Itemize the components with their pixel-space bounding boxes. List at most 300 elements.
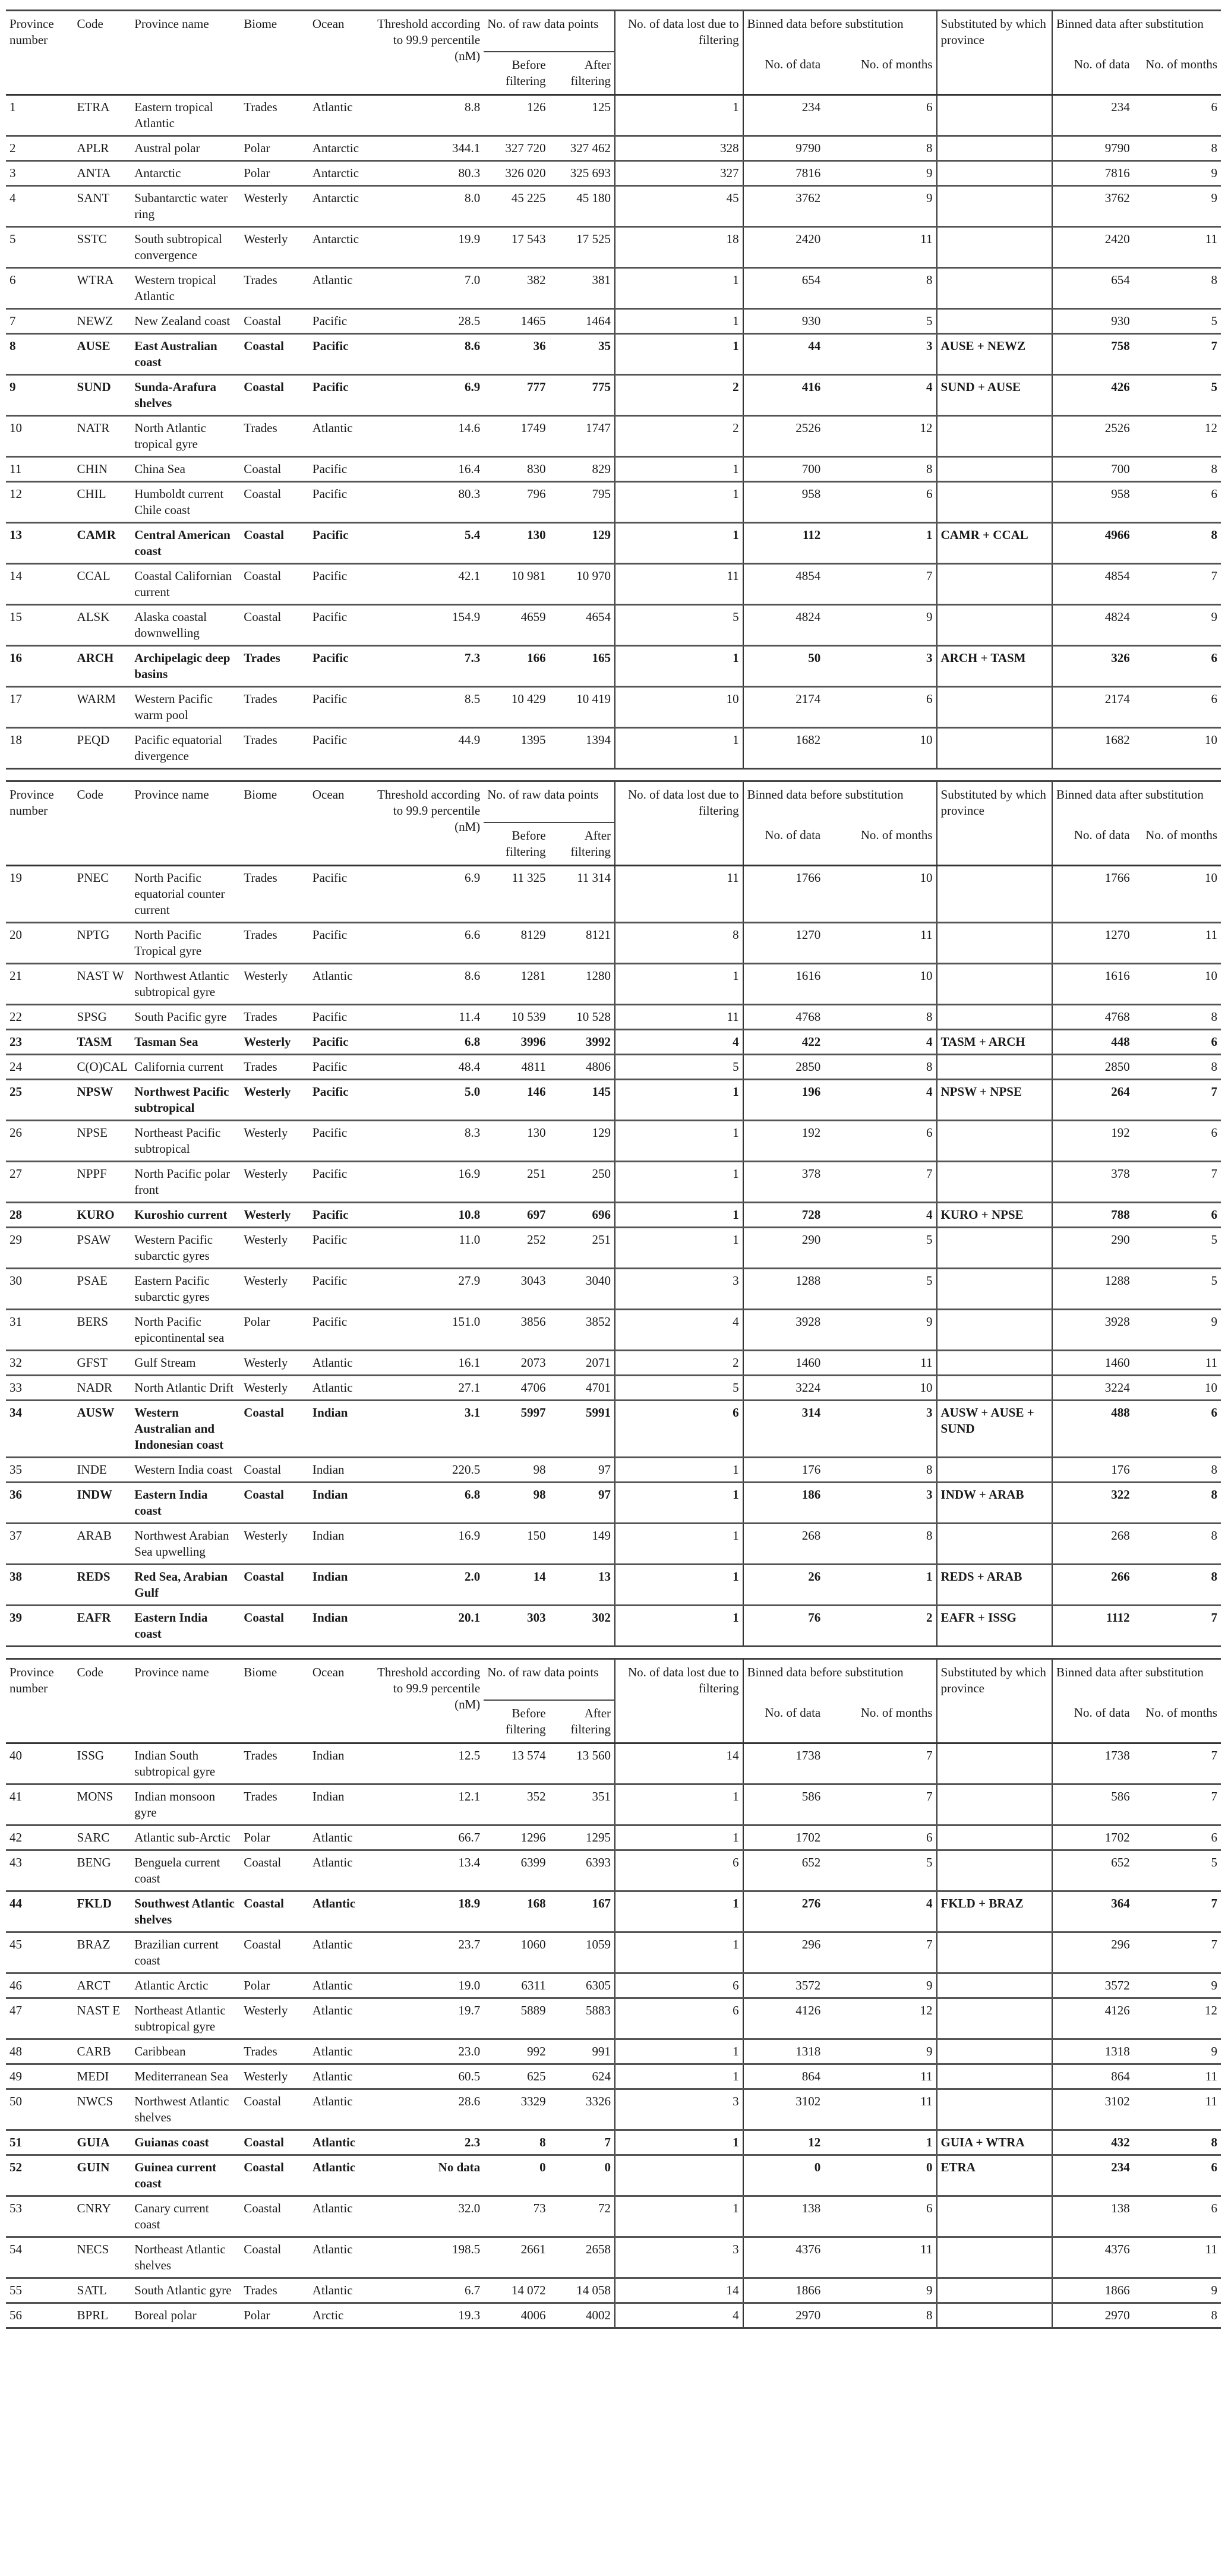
header-binned-before: Binned data before substitution — [743, 11, 937, 52]
cell-binned-before-data: 268 — [743, 1524, 825, 1565]
cell-threshold: 80.3 — [371, 482, 484, 523]
cell-threshold: 8.6 — [371, 964, 484, 1005]
cell-biome: Westerly — [240, 1998, 309, 2039]
cell-binned-before-months: 11 — [824, 227, 936, 268]
cell-ocean: Atlantic — [309, 2155, 371, 2196]
cell-after-filtering: 1280 — [550, 964, 615, 1005]
cell-ocean: Pacific — [309, 687, 371, 728]
cell-threshold: 60.5 — [371, 2064, 484, 2089]
table-row — [6, 646, 1221, 687]
cell-after-filtering: 696 — [550, 1203, 615, 1228]
cell-biome: Westerly — [240, 1351, 309, 1376]
cell-province-name: Subantarctic water ring — [131, 186, 240, 227]
table-row — [6, 1376, 1221, 1401]
cell-province-number: 9 — [6, 375, 74, 416]
header-before-no-of-months: No. of months — [860, 1705, 933, 1720]
cell-data-lost: 328 — [615, 136, 743, 161]
cell-ocean: Pacific — [309, 1162, 371, 1203]
cell-province-number: 44 — [6, 1891, 74, 1932]
cell-binned-before-months: 3 — [824, 646, 936, 687]
cell-ocean: Pacific — [309, 1203, 371, 1228]
cell-ocean: Atlantic — [309, 1351, 371, 1376]
cell-binned-before-months: 10 — [824, 964, 936, 1005]
cell-binned-after-data: 264 — [1052, 1080, 1134, 1121]
cell-province-number: 28 — [6, 1203, 74, 1228]
cell-threshold: 7.0 — [371, 268, 484, 309]
cell-after-filtering: 149 — [550, 1524, 615, 1565]
cell-province-name: Northwest Arabian Sea upwelling — [131, 1524, 240, 1565]
cell-threshold: 13.4 — [371, 1850, 484, 1891]
cell-biome: Westerly — [240, 186, 309, 227]
cell-binned-after-data: 448 — [1052, 1030, 1134, 1055]
cell-after-filtering: 4654 — [550, 605, 615, 646]
header-substituted-by: Substituted by which province — [937, 1659, 1053, 1701]
cell-binned-before-data: 2850 — [743, 1055, 825, 1080]
cell-data-lost: 1 — [615, 1825, 743, 1850]
cell-threshold: 3.1 — [371, 1401, 484, 1458]
cell-threshold: 42.1 — [371, 564, 484, 605]
cell-threshold: 66.7 — [371, 1825, 484, 1850]
cell-substituted-by: NPSW + NPSE — [937, 1080, 1053, 1121]
table-row — [6, 2089, 1221, 2130]
cell-province-name: Alaska coastal downwelling — [131, 605, 240, 646]
cell-before-filtering: 0 — [484, 2155, 549, 2196]
cell-biome: Westerly — [240, 1162, 309, 1203]
cell-binned-before-months: 11 — [824, 2237, 936, 2278]
cell-before-filtering: 146 — [484, 1080, 549, 1121]
cell-data-lost: 1 — [615, 1121, 743, 1162]
header-after-no-of-months: No. of months — [1145, 57, 1217, 71]
cell-biome: Polar — [240, 1973, 309, 1998]
cell-substituted-by — [937, 136, 1053, 161]
cell-biome: Polar — [240, 136, 309, 161]
cell-province-name: Caribbean — [131, 2039, 240, 2064]
cell-threshold: 8.8 — [371, 95, 484, 136]
cell-after-filtering: 6393 — [550, 1850, 615, 1891]
cell-province-number: 34 — [6, 1401, 74, 1458]
table-row — [6, 1973, 1221, 1998]
cell-biome: Coastal — [240, 2237, 309, 2278]
cell-province-name: Western Pacific warm pool — [131, 687, 240, 728]
table-body — [6, 866, 1221, 1647]
cell-binned-after-data: 1270 — [1052, 923, 1134, 964]
cell-province-code: CAMR — [74, 523, 131, 564]
header-code: Code — [74, 11, 131, 95]
cell-after-filtering: 72 — [550, 2196, 615, 2237]
cell-binned-after-months: 6 — [1134, 482, 1221, 523]
cell-substituted-by — [937, 1376, 1053, 1401]
cell-after-filtering: 795 — [550, 482, 615, 523]
cell-binned-before-months: 10 — [824, 1376, 936, 1401]
cell-biome: Coastal — [240, 605, 309, 646]
cell-binned-before-months: 8 — [824, 268, 936, 309]
cell-data-lost: 5 — [615, 605, 743, 646]
cell-data-lost: 4 — [615, 2303, 743, 2328]
cell-province-number: 20 — [6, 923, 74, 964]
cell-threshold: 27.9 — [371, 1269, 484, 1310]
cell-threshold: 28.6 — [371, 2089, 484, 2130]
cell-threshold: 11.0 — [371, 1228, 484, 1269]
cell-substituted-by — [937, 268, 1053, 309]
cell-ocean: Indian — [309, 1401, 371, 1458]
cell-binned-before-data: 296 — [743, 1932, 825, 1973]
cell-biome: Coastal — [240, 1565, 309, 1606]
cell-biome: Coastal — [240, 1483, 309, 1524]
table-row — [6, 687, 1221, 728]
cell-province-number: 39 — [6, 1606, 74, 1647]
table-row — [6, 1606, 1221, 1647]
cell-after-filtering: 381 — [550, 268, 615, 309]
cell-binned-after-months: 6 — [1134, 1203, 1221, 1228]
cell-ocean: Indian — [309, 1458, 371, 1483]
cell-binned-after-months: 10 — [1134, 866, 1221, 923]
cell-ocean: Atlantic — [309, 1825, 371, 1850]
cell-ocean: Pacific — [309, 1121, 371, 1162]
cell-ocean: Atlantic — [309, 1891, 371, 1932]
cell-substituted-by — [937, 1850, 1053, 1891]
cell-province-code: SPSG — [74, 1005, 131, 1030]
cell-biome: Coastal — [240, 309, 309, 334]
cell-province-number: 17 — [6, 687, 74, 728]
cell-province-code: ISSG — [74, 1743, 131, 1784]
cell-province-number: 18 — [6, 728, 74, 769]
cell-binned-after-data: 1682 — [1052, 728, 1134, 769]
cell-after-filtering: 17 525 — [550, 227, 615, 268]
cell-data-lost: 1 — [615, 2039, 743, 2064]
cell-province-name: Western India coast — [131, 1458, 240, 1483]
cell-binned-before-months: 4 — [824, 1080, 936, 1121]
cell-biome: Westerly — [240, 1030, 309, 1055]
table-row — [6, 1351, 1221, 1376]
cell-after-filtering: 4806 — [550, 1055, 615, 1080]
cell-binned-after-data: 3572 — [1052, 1973, 1134, 1998]
header-threshold: Threshold according to 99.9 percentile (nM) — [371, 1659, 484, 1743]
cell-binned-after-months: 7 — [1134, 564, 1221, 605]
cell-data-lost: 3 — [615, 2237, 743, 2278]
cell-binned-after-months: 8 — [1134, 2303, 1221, 2328]
cell-ocean: Atlantic — [309, 2064, 371, 2089]
cell-before-filtering: 166 — [484, 646, 549, 687]
cell-after-filtering: 10 419 — [550, 687, 615, 728]
cell-province-code: C(O)CAL — [74, 1055, 131, 1080]
cell-binned-after-months: 12 — [1134, 416, 1221, 457]
cell-substituted-by — [937, 482, 1053, 523]
cell-ocean: Atlantic — [309, 2039, 371, 2064]
cell-province-code: CHIN — [74, 457, 131, 482]
cell-before-filtering: 10 429 — [484, 687, 549, 728]
cell-province-code: NEWZ — [74, 309, 131, 334]
header-lost: No. of data lost due to filtering — [615, 1659, 743, 1701]
cell-binned-after-months: 8 — [1134, 1055, 1221, 1080]
cell-binned-after-data: 322 — [1052, 1483, 1134, 1524]
cell-binned-after-months: 7 — [1134, 334, 1221, 375]
cell-province-name: Eastern India coast — [131, 1483, 240, 1524]
cell-province-number: 50 — [6, 2089, 74, 2130]
cell-binned-before-data: 654 — [743, 268, 825, 309]
cell-binned-before-months: 6 — [824, 95, 936, 136]
cell-after-filtering: 45 180 — [550, 186, 615, 227]
cell-province-code: WARM — [74, 687, 131, 728]
cell-before-filtering: 13 574 — [484, 1743, 549, 1784]
cell-threshold: 6.8 — [371, 1483, 484, 1524]
cell-data-lost: 1 — [615, 95, 743, 136]
cell-data-lost: 11 — [615, 564, 743, 605]
cell-threshold: 80.3 — [371, 161, 484, 186]
cell-before-filtering: 6399 — [484, 1850, 549, 1891]
cell-binned-after-data: 2420 — [1052, 227, 1134, 268]
cell-data-lost: 6 — [615, 1401, 743, 1458]
cell-data-lost: 1 — [615, 523, 743, 564]
cell-ocean: Pacific — [309, 923, 371, 964]
table-header — [6, 11, 1221, 95]
cell-substituted-by: ETRA — [937, 2155, 1053, 2196]
province-table-part-2 — [6, 780, 1221, 1647]
cell-binned-after-months: 11 — [1134, 2089, 1221, 2130]
cell-before-filtering: 303 — [484, 1606, 549, 1647]
cell-binned-after-data: 426 — [1052, 375, 1134, 416]
cell-binned-before-data: 3224 — [743, 1376, 825, 1401]
cell-after-filtering: 165 — [550, 646, 615, 687]
table-row — [6, 1080, 1221, 1121]
table-row — [6, 1483, 1221, 1524]
cell-binned-after-months: 9 — [1134, 1310, 1221, 1351]
cell-before-filtering: 8 — [484, 2130, 549, 2155]
cell-substituted-by — [937, 1310, 1053, 1351]
cell-ocean: Pacific — [309, 564, 371, 605]
header-substituted-by: Substituted by which province — [937, 11, 1053, 52]
cell-ocean: Pacific — [309, 1228, 371, 1269]
cell-before-filtering: 14 072 — [484, 2278, 549, 2303]
header-lost-sub — [615, 822, 743, 866]
cell-binned-after-data: 4824 — [1052, 605, 1134, 646]
cell-biome: Trades — [240, 646, 309, 687]
cell-threshold: 8.3 — [371, 1121, 484, 1162]
cell-substituted-by — [937, 1524, 1053, 1565]
cell-binned-before-data: 0 — [743, 2155, 825, 2196]
header-biome: Biome — [240, 1659, 309, 1743]
cell-province-number: 13 — [6, 523, 74, 564]
cell-province-code: MEDI — [74, 2064, 131, 2089]
cell-before-filtering: 3996 — [484, 1030, 549, 1055]
header-binned-after: Binned data after substitution — [1052, 1659, 1221, 1701]
cell-binned-after-months: 6 — [1134, 1121, 1221, 1162]
cell-threshold: 16.1 — [371, 1351, 484, 1376]
cell-data-lost: 1 — [615, 1228, 743, 1269]
cell-ocean: Pacific — [309, 1269, 371, 1310]
cell-after-filtering: 3040 — [550, 1269, 615, 1310]
cell-substituted-by — [937, 2278, 1053, 2303]
cell-threshold: 8.0 — [371, 186, 484, 227]
cell-province-number: 19 — [6, 866, 74, 923]
cell-substituted-by — [937, 1228, 1053, 1269]
cell-binned-after-data: 958 — [1052, 482, 1134, 523]
cell-province-code: AUSW — [74, 1401, 131, 1458]
cell-province-code: FKLD — [74, 1891, 131, 1932]
cell-after-filtering: 4701 — [550, 1376, 615, 1401]
cell-data-lost: 4 — [615, 1030, 743, 1055]
cell-substituted-by: INDW + ARAB — [937, 1483, 1053, 1524]
cell-binned-after-months: 6 — [1134, 1401, 1221, 1458]
cell-province-number: 22 — [6, 1005, 74, 1030]
cell-binned-before-months: 8 — [824, 1055, 936, 1080]
header-ocean: Ocean — [309, 781, 371, 866]
cell-province-number: 12 — [6, 482, 74, 523]
cell-before-filtering: 130 — [484, 1121, 549, 1162]
cell-substituted-by: TASM + ARCH — [937, 1030, 1053, 1055]
cell-binned-before-months: 5 — [824, 309, 936, 334]
cell-after-filtering: 3326 — [550, 2089, 615, 2130]
cell-threshold: 6.9 — [371, 866, 484, 923]
cell-binned-before-data: 1702 — [743, 1825, 825, 1850]
cell-binned-after-data: 234 — [1052, 2155, 1134, 2196]
table-row — [6, 334, 1221, 375]
cell-substituted-by: AUSE + NEWZ — [937, 334, 1053, 375]
cell-biome: Polar — [240, 1825, 309, 1850]
cell-biome: Coastal — [240, 375, 309, 416]
cell-biome: Trades — [240, 2278, 309, 2303]
cell-substituted-by — [937, 161, 1053, 186]
cell-threshold: 32.0 — [371, 2196, 484, 2237]
cell-before-filtering: 352 — [484, 1784, 549, 1825]
cell-threshold: 344.1 — [371, 136, 484, 161]
cell-before-filtering: 5997 — [484, 1401, 549, 1458]
cell-province-name: Guianas coast — [131, 2130, 240, 2155]
cell-after-filtering: 775 — [550, 375, 615, 416]
cell-binned-before-data: 2420 — [743, 227, 825, 268]
cell-binned-after-months: 9 — [1134, 605, 1221, 646]
cell-binned-before-data: 958 — [743, 482, 825, 523]
cell-ocean: Pacific — [309, 605, 371, 646]
cell-binned-after-months: 7 — [1134, 1784, 1221, 1825]
cell-after-filtering: 1059 — [550, 1932, 615, 1973]
cell-data-lost: 1 — [615, 1524, 743, 1565]
cell-substituted-by — [937, 1743, 1053, 1784]
cell-biome: Trades — [240, 95, 309, 136]
cell-binned-after-months: 8 — [1134, 523, 1221, 564]
cell-after-filtering: 7 — [550, 2130, 615, 2155]
province-table-part-1 — [6, 10, 1221, 770]
cell-binned-after-data: 3928 — [1052, 1310, 1134, 1351]
cell-province-code: NAST E — [74, 1998, 131, 2039]
cell-biome: Polar — [240, 2303, 309, 2328]
cell-biome: Polar — [240, 161, 309, 186]
cell-province-code: WTRA — [74, 268, 131, 309]
header-threshold: Threshold according to 99.9 percentile (nM) — [371, 781, 484, 866]
cell-binned-before-data: 234 — [743, 95, 825, 136]
table-row — [6, 1998, 1221, 2039]
cell-province-code: NADR — [74, 1376, 131, 1401]
cell-province-number: 55 — [6, 2278, 74, 2303]
cell-binned-before-data: 186 — [743, 1483, 825, 1524]
cell-province-name: Western tropical Atlantic — [131, 268, 240, 309]
cell-province-number: 51 — [6, 2130, 74, 2155]
cell-after-filtering: 11 314 — [550, 866, 615, 923]
cell-after-filtering: 125 — [550, 95, 615, 136]
cell-binned-before-data: 1288 — [743, 1269, 825, 1310]
cell-data-lost: 1 — [615, 1162, 743, 1203]
cell-province-number: 47 — [6, 1998, 74, 2039]
cell-binned-before-months: 1 — [824, 1565, 936, 1606]
cell-province-number: 6 — [6, 268, 74, 309]
header-after-filtering: After filtering — [570, 828, 611, 859]
cell-binned-before-data: 1766 — [743, 866, 825, 923]
cell-data-lost: 1 — [615, 2064, 743, 2089]
cell-binned-after-data: 4126 — [1052, 1998, 1134, 2039]
cell-binned-after-data: 1616 — [1052, 964, 1134, 1005]
cell-binned-after-months: 7 — [1134, 1606, 1221, 1647]
cell-binned-before-months: 8 — [824, 136, 936, 161]
cell-binned-after-months: 6 — [1134, 95, 1221, 136]
cell-biome: Westerly — [240, 1228, 309, 1269]
cell-biome: Trades — [240, 1005, 309, 1030]
cell-ocean: Antarctic — [309, 161, 371, 186]
cell-biome: Trades — [240, 866, 309, 923]
cell-substituted-by: KURO + NPSE — [937, 1203, 1053, 1228]
cell-binned-before-months: 0 — [824, 2155, 936, 2196]
cell-substituted-by: SUND + AUSE — [937, 375, 1053, 416]
cell-after-filtering: 14 058 — [550, 2278, 615, 2303]
cell-substituted-by — [937, 605, 1053, 646]
cell-ocean: Atlantic — [309, 268, 371, 309]
cell-binned-before-months: 8 — [824, 457, 936, 482]
cell-biome: Coastal — [240, 1606, 309, 1647]
cell-before-filtering: 150 — [484, 1524, 549, 1565]
cell-ocean: Indian — [309, 1784, 371, 1825]
cell-binned-before-data: 728 — [743, 1203, 825, 1228]
header-before-no-of-months: No. of months — [860, 828, 933, 842]
cell-binned-before-months: 4 — [824, 1030, 936, 1055]
cell-province-code: ETRA — [74, 95, 131, 136]
header-lost: No. of data lost due to filtering — [615, 11, 743, 52]
cell-before-filtering: 625 — [484, 2064, 549, 2089]
cell-province-name: North Pacific polar front — [131, 1162, 240, 1203]
cell-binned-after-months: 6 — [1134, 1030, 1221, 1055]
cell-province-name: Guinea current coast — [131, 2155, 240, 2196]
cell-data-lost: 1 — [615, 334, 743, 375]
cell-province-number: 27 — [6, 1162, 74, 1203]
cell-threshold: 48.4 — [371, 1055, 484, 1080]
cell-binned-before-months: 6 — [824, 1825, 936, 1850]
cell-threshold: 10.8 — [371, 1203, 484, 1228]
cell-binned-before-months: 10 — [824, 866, 936, 923]
cell-province-number: 14 — [6, 564, 74, 605]
cell-substituted-by — [937, 2303, 1053, 2328]
cell-binned-before-data: 1318 — [743, 2039, 825, 2064]
cell-before-filtering: 1296 — [484, 1825, 549, 1850]
cell-before-filtering: 3043 — [484, 1269, 549, 1310]
cell-after-filtering: 2071 — [550, 1351, 615, 1376]
header-after-filtering: After filtering — [570, 58, 611, 88]
cell-ocean: Antarctic — [309, 186, 371, 227]
cell-biome: Coastal — [240, 2155, 309, 2196]
cell-binned-after-months: 8 — [1134, 268, 1221, 309]
header-province-name: Province name — [131, 11, 240, 95]
cell-after-filtering: 97 — [550, 1483, 615, 1524]
cell-binned-before-months: 11 — [824, 923, 936, 964]
cell-biome: Westerly — [240, 2064, 309, 2089]
cell-before-filtering: 45 225 — [484, 186, 549, 227]
cell-binned-after-months: 8 — [1134, 2130, 1221, 2155]
cell-threshold: 2.3 — [371, 2130, 484, 2155]
cell-province-name: Gulf Stream — [131, 1351, 240, 1376]
cell-substituted-by — [937, 964, 1053, 1005]
table-row — [6, 1784, 1221, 1825]
cell-ocean: Atlantic — [309, 2130, 371, 2155]
cell-substituted-by — [937, 1784, 1053, 1825]
cell-before-filtering: 1749 — [484, 416, 549, 457]
table-row — [6, 1121, 1221, 1162]
table-body — [6, 1743, 1221, 2328]
